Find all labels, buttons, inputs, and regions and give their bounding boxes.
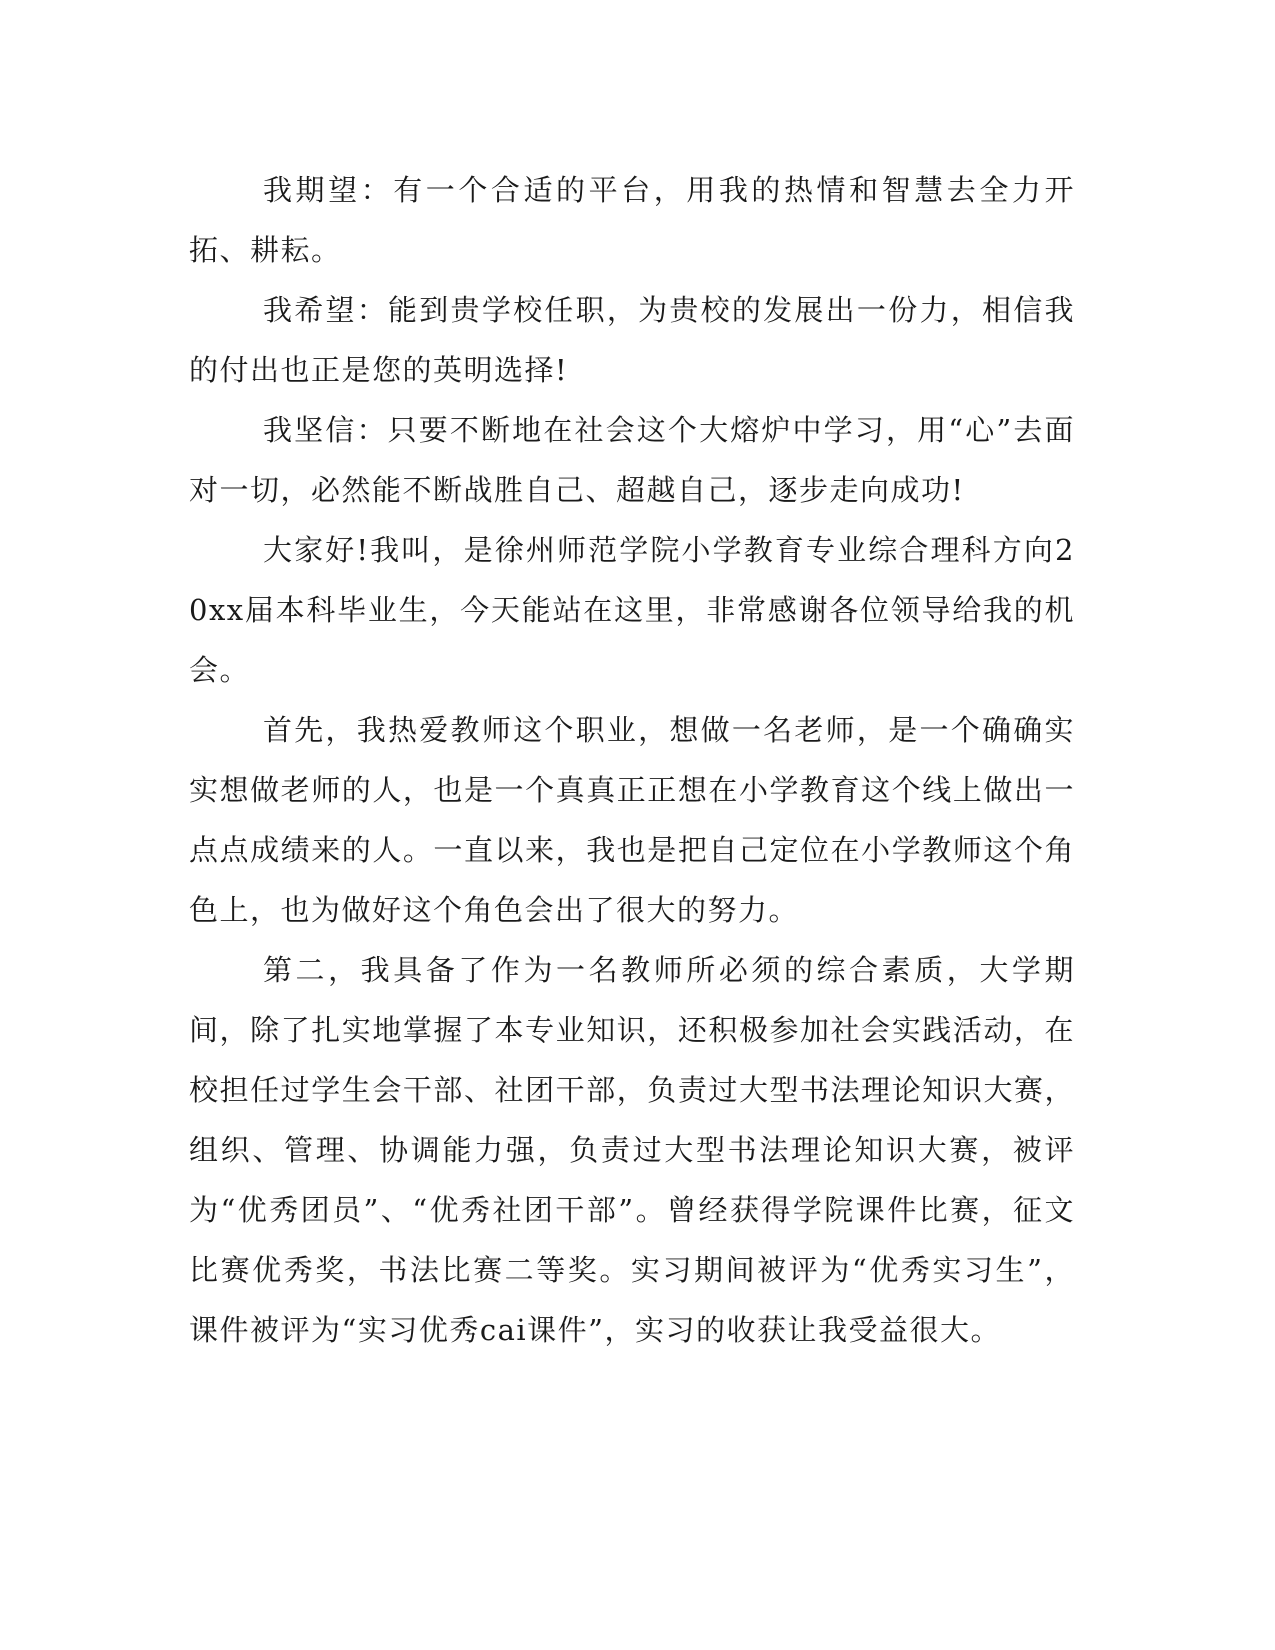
paragraph-expectation: 我期望：有一个合适的平台，用我的热情和智慧去全力开拓、耕耘。	[189, 173, 1075, 267]
paragraph-second-point: 第二，我具备了作为一名教师所必须的综合素质，大学期间，除了扎实地掌握了本专业知识，还积极参加社会实践活动，在校担任过学生会干部、社团干部，负责过大型书法理论知识大赛，组织、管理、协调能力强，负责过大型书法理论知识大赛，被评为“优秀团员”、“优秀社团干部”。曾经获得学院课件比赛，征文比赛优秀奖，书法比赛二等奖。实习期间被评为“优秀实习生”，课件被评为“实习优秀cai课件”，实习的收获让我受益很大。	[189, 953, 1075, 1347]
paragraph-first-point: 首先，我热爱教师这个职业，想做一名老师，是一个确确实实想做老师的人，也是一个真真正正想在小学教育这个线上做出一点点成绩来的人。一直以来，我也是把自己定位在小学教师这个角色上，也为做好这个角色会出了很大的努力。	[189, 713, 1075, 927]
document-body	[189, 160, 1075, 1360]
paragraph-belief: 我坚信：只要不断地在社会这个大熔炉中学习，用“心”去面对一切，必然能不断战胜自己、超越自己，逐步走向成功!	[189, 413, 1075, 507]
paragraph-introduction: 大家好!我叫，是徐州师范学院小学教育专业综合理科方向20xx届本科毕业生，今天能站在这里，非常感谢各位领导给我的机会。	[189, 533, 1075, 687]
paragraph-hope: 我希望：能到贵学校任职，为贵校的发展出一份力，相信我的付出也正是您的英明选择!	[189, 293, 1075, 387]
